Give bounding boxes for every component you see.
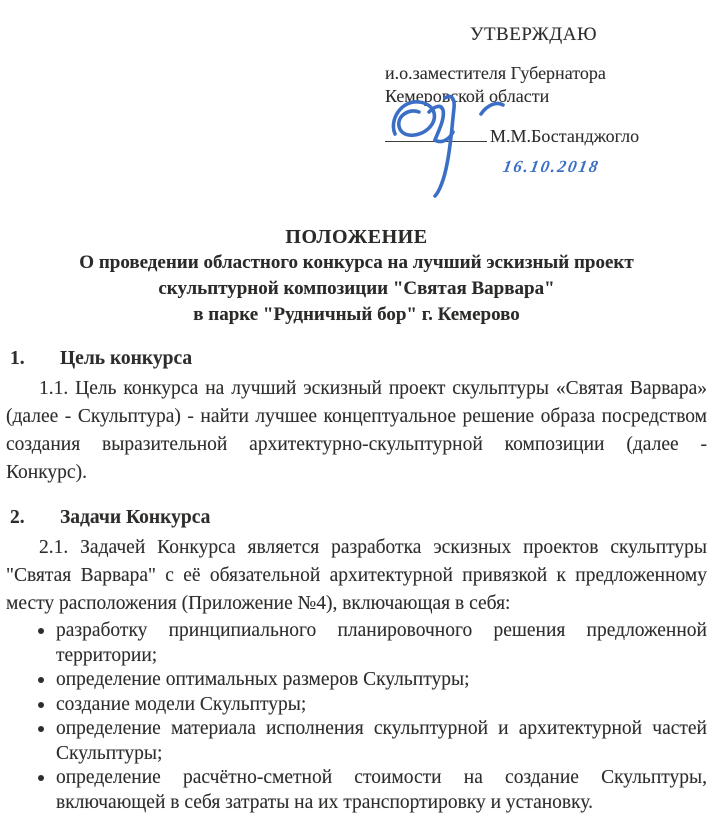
- task-list: [6, 619, 707, 815]
- signature-scribble-icon: [385, 92, 515, 202]
- signature-date: 16.10.2018: [501, 157, 602, 176]
- document-title: [6, 224, 707, 328]
- section-number: 1.: [10, 348, 25, 369]
- section-tasks: [6, 507, 707, 815]
- paragraph: 2.1. Задачей Конкурса является разработка эскизных проектов скульптуры "Святая Варвара" с её обязательной архитектурной привязкой к предложенному месту расположения (Приложение №4), включающая в себя:: [6, 537, 707, 614]
- approver-title-line2: Кемеровской области: [385, 86, 550, 106]
- signature-line: [385, 118, 487, 142]
- document-title-line3: скульптурной композиции "Святая Варвара": [158, 278, 555, 299]
- document-title-line4: в парке "Рудничный бор" г. Кемерово: [193, 304, 520, 325]
- section-goal: [6, 348, 707, 487]
- approval-stamp-label: УТВЕРЖДАЮ: [470, 24, 597, 45]
- list-item: определение оптимальных размеров Скульптуры;: [56, 668, 707, 693]
- section-number: 2.: [10, 507, 25, 528]
- list-item: создание модели Скульптуры;: [56, 693, 707, 718]
- list-item: разработку принципиального планировочного решения предложенной территории;: [56, 619, 707, 668]
- document-title-line2: О проведении областного конкурса на лучший эскизный проект: [79, 252, 634, 273]
- list-item: определение расчётно-сметной стоимости на создание Скульптуры, включающей в себя затраты на их транспортировку и установку.: [56, 766, 707, 815]
- signature-row: [385, 118, 713, 154]
- approver-title-line1: и.о.заместителя Губернатора: [385, 63, 606, 83]
- section-title: Цель конкурса: [60, 348, 193, 369]
- section-heading: [10, 507, 707, 529]
- paragraph: 1.1. Цель конкурса на лучший эскизный проект скульптуры «Святая Варвара» (далее - Скульптура) - найти лучшее концептуальное решение образа посредством создания выразительной архитектурно-скульптурной композиции (далее - Конкурс).: [6, 378, 707, 483]
- document-title-word: ПОЛОЖЕНИЕ: [285, 226, 428, 248]
- approver-name: М.М.Бостанджогло: [490, 126, 640, 146]
- approval-block: [385, 24, 713, 177]
- section-heading: [10, 348, 707, 370]
- list-item: определение материала исполнения скульптурной и архитектурной частей Скульптуры;: [56, 717, 707, 766]
- section-title: Задачи Конкурса: [60, 507, 211, 528]
